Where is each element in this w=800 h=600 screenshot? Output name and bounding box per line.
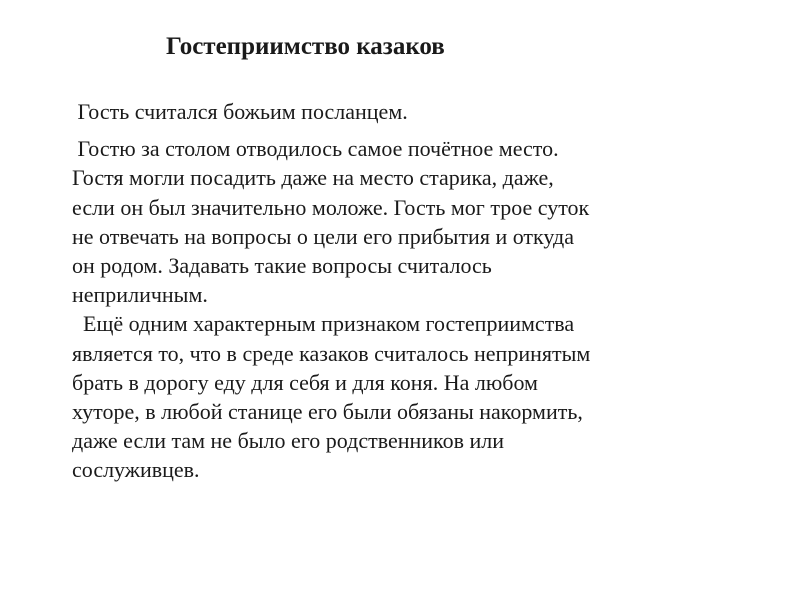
text-line: даже если там не было его родственников или (72, 428, 505, 454)
text-line: хуторе, в любой станице его были обязаны накормить, (72, 399, 583, 425)
text-line: брать в дорогу еду для себя и для коня. На любом (72, 369, 538, 395)
text-line: Гостю за столом отводилось самое почётное место. (72, 136, 559, 162)
slide-title: Гостеприимство казаков (166, 33, 445, 60)
text-line: Ещё одним характерным признаком гостеприимства (72, 311, 575, 337)
text-line: является то, что в среде казаков считалось непринятым (72, 340, 591, 366)
text-line: сослуживцев. (72, 457, 200, 483)
text-line: Гость считался божьим посланцем. (72, 99, 408, 124)
text-line-spacer (72, 126, 590, 134)
text-line: неприличным. (72, 282, 208, 308)
slide-body-text (72, 97, 590, 485)
text-line: не отвечать на вопросы о цели его прибытия и откуда (72, 223, 574, 249)
text-line: Гостя могли посадить даже на место старика, даже, (72, 165, 554, 191)
text-line: он родом. Задавать такие вопросы считалось (72, 253, 492, 279)
text-line: если он был значительно моложе. Гость мог трое суток (72, 194, 590, 220)
